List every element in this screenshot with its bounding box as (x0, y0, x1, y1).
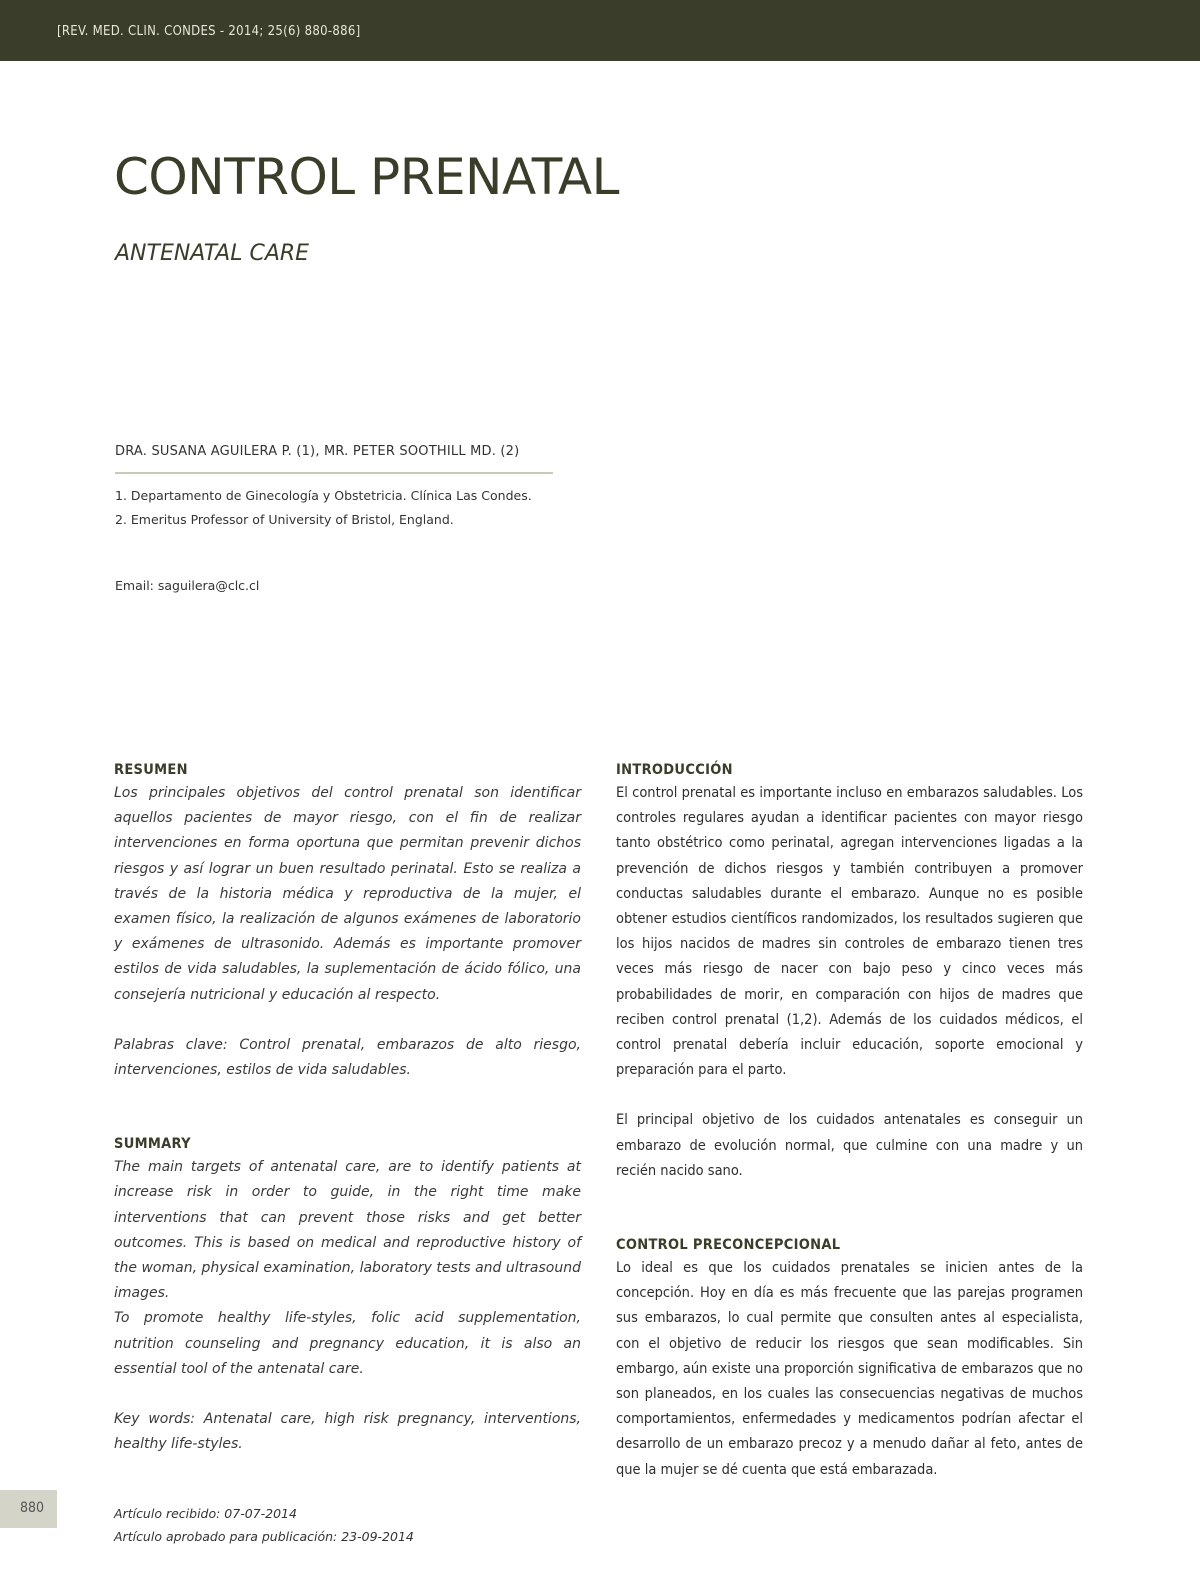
author-divider (115, 472, 553, 474)
introduccion-paragraph-1: El control prenatal es importante incluso en embarazos saludables. Los controles regulares ayudan a identificar pacientes con mayor riesgo tanto obstétrico como perinatal, agregan intervenciones ligadas a la prevención de dichos riesgos y también contribuyen a promover conductas saludables durante el embarazo. Aunque no es posible obtener estudios científicos randomizados, los resultados sugieren que los hijos nacidos de madres sin controles de embarazo tienen tres veces más riesgo de nacer con bajo peso y cinco veces más probabilidades de morir, en comparación con hijos de madres que reciben control prenatal (1,2). Además de los cuidados médicos, el control prenatal debería incluir educación, soporte emocional y preparación para el parto. (616, 785, 1083, 1079)
preconcepcional-heading: CONTROL PRECONCEPCIONAL (616, 1237, 841, 1254)
summary-keywords: Key words: Antenatal care, high risk pregnancy, interventions, healthy life-styles. (114, 1411, 581, 1453)
article-title: CONTROL PRENATAL (114, 148, 619, 206)
article-subtitle: ANTENATAL CARE (115, 241, 310, 266)
abstract-column (114, 759, 581, 1457)
contact-email: Email: saguilera@clc.cl (115, 578, 260, 593)
preconcepcional-paragraph: Lo ideal es que los cuidados prenatales se inicien antes de la concepción. Hoy en día es más frecuente que las parejas programen sus embarazos, lo cual permite que consulten antes al especialista, con el objetivo de reducir los riesgos que sean modificables. Sin embargo, aún existe una proporción significativa de embarazos que no son planeados, en los cuales las consecuencias negativas de muchos comportamientos, enfermedades y medicamentos podrían afectar el desarrollo de un embarazo precoz y a menudo dañar al feto, antes de que la mujer se dé cuenta que está embarazada. (616, 1260, 1083, 1478)
summary-body-2: To promote healthy life-styles, folic acid supplementation, nutrition counseling and pregnancy education, it is also an essential tool of the antenatal care. (114, 1310, 581, 1377)
introduccion-heading: INTRODUCCIÓN (616, 762, 733, 778)
resumen-heading: RESUMEN (114, 762, 188, 778)
affiliation-1: 1. Departamento de Ginecología y Obstetricia. Clínica Las Condes. (115, 488, 532, 503)
received-date: Artículo recibido: 07-07-2014 (114, 1506, 297, 1521)
introduccion-paragraph-2: El principal objetivo de los cuidados antenatales es conseguir un embarazo de evolución normal, que culmine con una madre y un recién nacido sano. (616, 1112, 1083, 1179)
page-number: 880 (20, 1500, 45, 1516)
affiliation-2: 2. Emeritus Professor of University of Bristol, England. (115, 512, 454, 527)
summary-body: The main targets of antenatal care, are to identify patients at increase risk in order to guide, in the right time make interventions that can prevent those risks and get better outcomes. This is based on medical and reproductive history of the woman, physical examination, laboratory tests and ultrasound images. (114, 1159, 581, 1302)
resumen-body: Los principales objetivos del control prenatal son identificar aquellos pacientes de mayor riesgo, con el fin de realizar intervenciones en forma oportuna que permitan prevenir dichos riesgos y así lograr un buen resultado perinatal. Esto se realiza a través de la historia médica y reproductiva de la mujer, el examen físico, la realización de algunos exámenes de laboratorio y exámenes de ultrasonido. Además es importante promover estilos de vida saludables, la suplementación de ácido fólico, una consejería nutricional y educación al respecto. (114, 785, 581, 1003)
body-column (616, 759, 1083, 1483)
approved-date: Artículo aprobado para publicación: 23-09-2014 (114, 1529, 414, 1544)
authors: DRA. SUSANA AGUILERA P. (1), MR. PETER SOOTHILL MD. (2) (115, 444, 520, 459)
journal-citation: [REV. MED. CLIN. CONDES - 2014; 25(6) 880-886] (57, 24, 361, 39)
summary-heading: SUMMARY (114, 1136, 191, 1153)
resumen-keywords: Palabras clave: Control prenatal, embarazos de alto riesgo, intervenciones, estilos de vida saludables. (114, 1036, 581, 1079)
